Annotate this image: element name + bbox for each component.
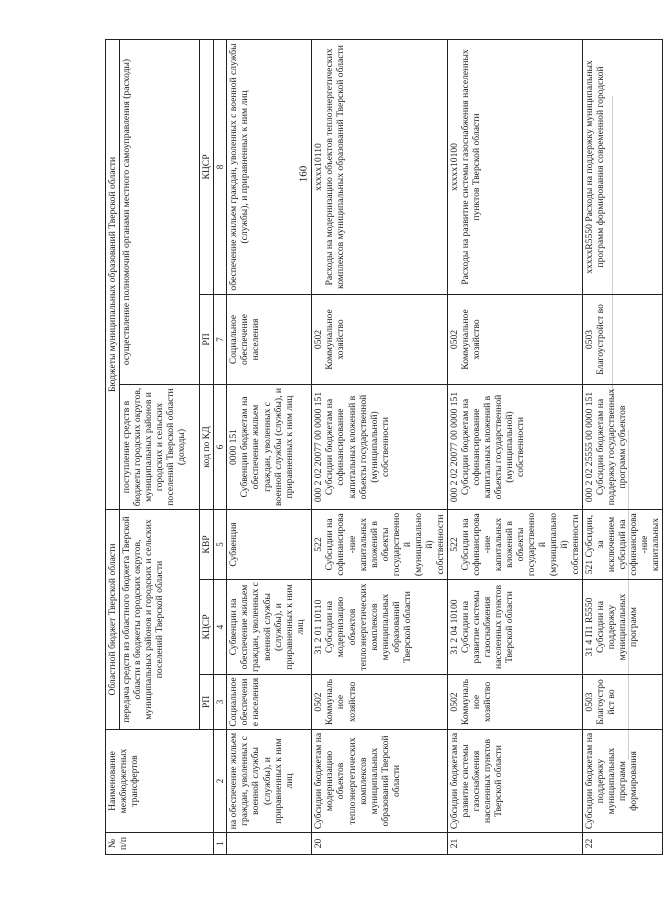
cell-kvr: Субвенция — [227, 510, 312, 580]
table-row — [227, 39, 312, 854]
column-number: 3 — [214, 675, 227, 730]
header-rp: РП — [200, 675, 214, 730]
cell-no — [227, 833, 312, 855]
cell-rp2: Социальное обеспечение населения — [227, 295, 312, 385]
cell-rp: Социальное обеспечение населения — [227, 675, 312, 730]
header-kvr: КВР — [200, 510, 214, 580]
cell-kvr: 522 Субсидии на софинансирова-ние капитальных вложений в объекты государственной (муниципальной) собственности — [312, 510, 447, 580]
cell-kcsr2: xxxxx10100 Расходы на развитие системы газоснабжения населенных пунктов Тверской области — [447, 39, 582, 294]
table-row — [312, 39, 447, 854]
cell-kvr: 522 Субсидии на софинансирова-ние капитальных вложений в объекты государственной (муниципальной) собственности — [447, 510, 582, 580]
column-number: 5 — [214, 510, 227, 580]
cell-kcsr: Субвенции на обеспечение жильем граждан, уволенных с военной службы (службы), и приравненных к ним лиц — [227, 580, 312, 675]
cell-rp: 0502 Коммунальное хозяйство — [312, 675, 447, 730]
cell-no: 22 — [583, 833, 663, 855]
header-rp2: РП — [200, 295, 214, 385]
column-number: 4 — [214, 580, 227, 675]
header-municipal-purpose: осуществление полномочий органами местного самоуправления (расходы) — [120, 39, 200, 384]
header-kod-kd: код по КД — [200, 385, 214, 510]
cell-rp2: 0502 Коммунальное хозяйство — [447, 295, 582, 385]
cell-no: 21 — [447, 833, 582, 855]
cell-rp2: 0503 Благоустройст во — [583, 295, 663, 385]
cell-rp: 0502 Коммунальное хозяйство — [447, 675, 582, 730]
cell-name: Субсидии бюджетам на поддержку муниципальных программ формирования — [583, 730, 663, 833]
cell-kd: 000 2 02 20077 00 0000 151 Субсидии бюджетам на софинансирование капитальных вложений в объекты государственной (муниципальной) собственности — [447, 385, 582, 510]
column-number: 8 — [214, 39, 227, 294]
cell-kd: 0000 151 Субвенции бюджетам на обеспечение жильем граждан, уволенных с военной службы (службы), и приравненных к ним лиц — [227, 385, 312, 510]
header-kcsr2: КЦСР — [200, 39, 214, 294]
cell-kcsr2: обеспечение жильем граждан, уволенных с военной службы (службы), и приравненных к ним лиц — [227, 39, 312, 294]
column-number: 1 — [214, 833, 227, 855]
page-number: 160 — [297, 165, 310, 183]
column-number: 2 — [214, 730, 227, 833]
header-kcsr: КЦСР — [200, 580, 214, 675]
cell-kvr: 521 Субсидии, за исключением субсидий на софинансирова-ние капитальных — [583, 510, 663, 580]
column-number: 6 — [214, 385, 227, 510]
rotated-table-container — [105, 40, 662, 855]
transfers-table — [105, 39, 663, 855]
cell-kcsr2: xxxxx10110 Расходы на модернизацию объектов теплоэнергетических комплексов муниципальных образований Тверской области — [312, 39, 447, 294]
header-municipal-budget: Бюджеты муниципальных образований Тверской области — [106, 39, 120, 509]
cell-name: на обеспечение жильем граждан, уволенных с военной службы (службы), и приравненных к ним лиц — [227, 730, 312, 833]
header-name: Наименование межбюджетных трансфертов — [106, 730, 214, 833]
cell-kcsr: 31 4 П1 R5550 Субсидии на поддержку муниципальных программ — [583, 580, 663, 675]
cell-kd: 000 2 02 25555 00 0000 151 Субсидии бюджетам на поддержку государственных программ субъектов — [583, 385, 663, 510]
cell-kcsr: 31 2 01 10110 Субсидии на модернизацию объектов теплоэнергетических комплексов муниципальных образований Тверской области — [312, 580, 447, 675]
header-regional-budget: Областной бюджет Тверской области — [106, 510, 120, 730]
cell-name: Субсидии бюджетам на модернизацию объектов теплоэнергетических комплексов муниципальных образований Тверской области — [312, 730, 447, 833]
column-number: 7 — [214, 295, 227, 385]
cell-rp: 0503 Благоустройст во — [583, 675, 663, 730]
cell-kcsr2: xxxxxR5550 Расходы на поддержку муниципальных программ формирования современной городской — [583, 39, 663, 294]
cell-kcsr: 31 2 04 10100 Субсидии на развитие системы газоснабжения населенных пунктов Тверской области — [447, 580, 582, 675]
cell-name: Субсидии бюджетам на развитие системы газоснабжения населенных пунктов Тверской области — [447, 730, 582, 833]
cell-rp2: 0502 Коммунальное хозяйство — [312, 295, 447, 385]
table-row — [583, 39, 663, 854]
header-no: № п/п — [106, 833, 214, 855]
cell-kd: 000 2 02 20077 00 0000 151 Субсидии бюджетам на софинансирование капитальных вложений в объекты государственной (муниципальной) собственности — [312, 385, 447, 510]
table-row — [447, 39, 582, 854]
cell-no: 20 — [312, 833, 447, 855]
header-regional-purpose: передача средств из областного бюджета Тверской области в бюджеты городских округов, муниципальных районов и городских и сельских поселений Тверской области — [120, 510, 200, 730]
header-municipal-income: поступление средств в бюджеты городских округов, муниципальных районов и городских и сельских поселений Тверской области (доходы) — [120, 385, 200, 510]
